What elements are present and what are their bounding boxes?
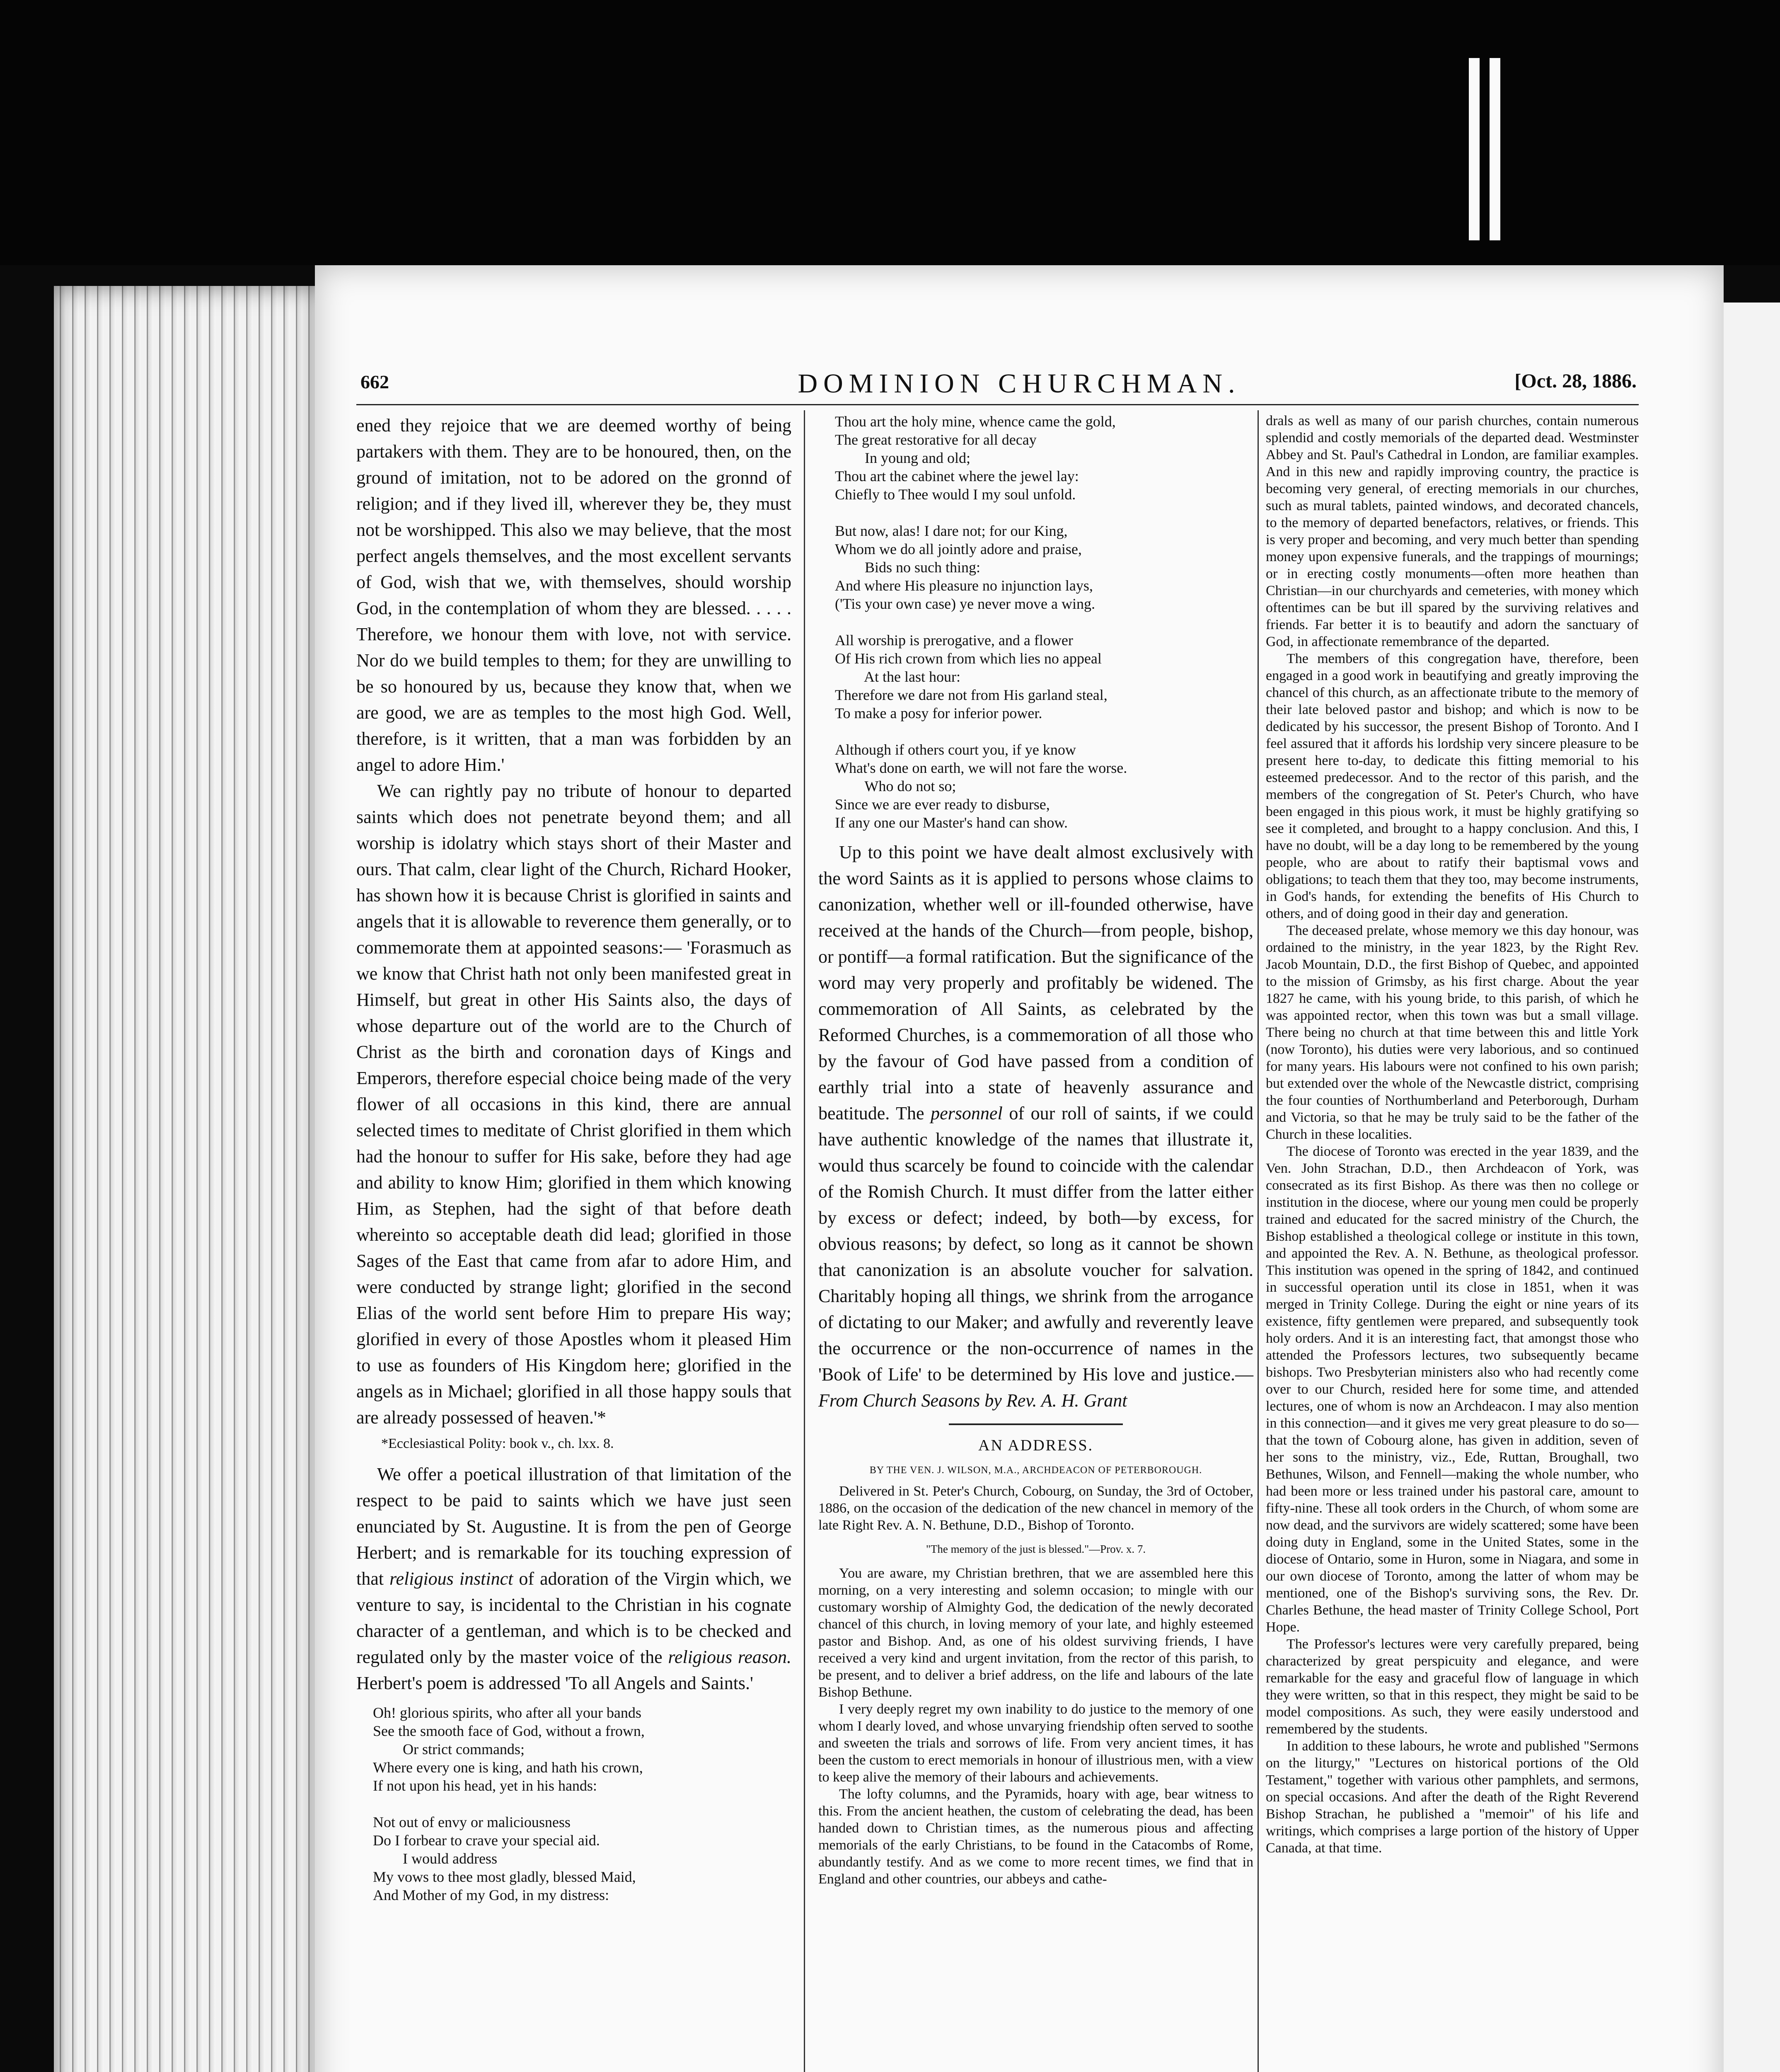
poem-line: To make a posy for inferior power.	[835, 705, 1042, 721]
article-paragraph: You are aware, my Christian brethren, that we are assembled here this morning, on a very interesting and solemn occasion; to mingle with our customary worship of Almighty God, the dedication of the newly decorated chancel of this church, in loving memory of your late, and highly esteemed pastor and Bishop. And, as one of his oldest surviving friends, I have received a very kind and urgent invitation, from the rector of this parish, to be present, and to deliver a brief address, on the life and labours of the late Bishop Bethune.	[818, 1566, 1253, 1700]
poem-line: ('Tis your own case) ye never move a wing.	[835, 595, 1096, 612]
poem-line: Of His rich crown from which lies no appeal	[835, 650, 1102, 667]
poem-line: And Mother of my God, in my distress:	[373, 1887, 609, 1903]
poem-line	[835, 503, 1253, 522]
text-run: of adoration of the Virgin which, we venture to say, is incidental to the Christian in his cognate character of a gentleman, and which is to be checked and regulated only by the master voice of the	[356, 1569, 792, 1667]
col3-paragraph: drals as well as many of our parish churches, contain numerous splendid and costly memorials of the departed dead. Westminster Abbey and St. Paul's Cathedral in London, are familiar examples. And in this new and rapidly improving country, the practice is becoming very general, of erecting memorials in our churches, such as mural tablets, painted windows, and decorated chancels, to the memory of departed benefactors, relatives, or friends. This is very proper and becoming, and very much better than spending money upon expensive funerals, and the trappings of mournings; or in erecting costly monuments—often more heathen than Christian—in our churchyards and cemeteries, with money which oftentimes can be but ill spared by the surviving relatives and friends. Far better it is to beautify and adorn the sanctuary of God, in affectionate remembrance of the departed.	[1266, 413, 1639, 649]
poem-line	[373, 1795, 791, 1813]
column-divider-1	[804, 410, 805, 2072]
col3-paragraph: In addition to these labours, he wrote and published "Sermons on the liturgy," "Lectures on historical portions of the Old Testament," together with various other pamphlets, and sermons, on special occasions. And after the death of the Right Reverend Bishop Strachan, he published a "memoir" of his life and writings, which comprises a large portion of the history of Upper Canada, at that time.	[1266, 1738, 1639, 1856]
masthead: DOMINION CHURCHMAN.	[798, 368, 1241, 399]
article-paragraph: I very deeply regret my own inability to do justice to the memory of one whom I dearly loved, and whose unvarying friendship often served to soothe and sweeten the trials and sorrows of life. From very ancient times, it has been the custom to erect memorials in honour of illustrious men, with a view to keep alive the memory of their labours and achievements.	[818, 1702, 1253, 1785]
text-run: Up to this point we have dealt almost exclusively with the word Saints as it is applied to persons whose claims to canonization, whether well or ill-founded otherwise, have received at the hands of the Church—from people, bishop, or pontiff—a formal ratification. But the significance of the word may very properly and profitably be widened. The commemoration of All Saints, as celebrated by the Reformed Churches, is a commemoration of all those who by the favour of God have passed from a condition of earthly trial into a state of heavenly assurance and beatitude. The	[818, 842, 1253, 1123]
article-paragraph: The lofty columns, and the Pyramids, hoary with age, bear witness to this. From the ancient heathen, the custom of celebrating the dead, has been handed down to Christian times, as the numerous pious and affecting memorials of the early Christians, to be found in the Catacombs of Rome, abundantly testify. And as we come to more recent times, we find that in England and other countries, our abbeys and cathe-	[818, 1786, 1253, 1887]
epigraph: "The memory of the just is blessed."—Prov. x. 7.	[926, 1543, 1146, 1555]
italic-run: personnel	[931, 1103, 1003, 1123]
poem-line: Therefore we dare not from His garland steal,	[835, 687, 1108, 703]
poem-line: I would address	[373, 1850, 497, 1867]
col3-paragraph: The Professor's lectures were very carefully prepared, being characterized by great perspicuity and elegance, and were remarkable for the easy and graceful flow of language in which they were written, so that in this respect, they might be said to be model compositions. As such, they were easily understood and remembered by the students.	[1266, 1636, 1639, 1737]
poem-line: The great restorative for all decay	[835, 431, 1037, 448]
col1-paragraph-3	[356, 1461, 791, 1696]
poem-line: In young and old;	[835, 450, 970, 466]
poem-line: See the smooth face of God, without a frown,	[373, 1723, 645, 1739]
poem-line: But now, alas! I dare not; for our King,	[835, 523, 1068, 539]
col3-paragraph: The members of this congregation have, therefore, been engaged in a good work in beautifying and greatly improving the chancel of this church, as an affectionate tribute to the memory of their late beloved pastor and bishop; and which is now to be dedicated by his successor, the present Bishop of Toronto. And I feel assured that it affords his lordship very sincere pleasure to be present here to-day, to dedicate this fitting memorial to his esteemed predecessor. And to the rector of this parish, and the members of the congregation of St. Peter's Church, who have been engaged in this pious work, it must be highly gratifying so see it completed, and brought to a happy conclusion. And this, I have no doubt, will be a day long to be remembered by the young people, who are about to ratify their baptismal vows and obligations; to teach them that they too, may become instruments, in God's hands, for extending the benefits of His Church to others, and of doing good in their day and generation.	[1266, 651, 1639, 921]
poem-line: Or strict commands;	[373, 1741, 525, 1757]
col2-paragraph-1	[818, 839, 1253, 1414]
footnote: *Ecclesiastical Polity: book v., ch. lxx. 8.	[381, 1436, 614, 1451]
poem-part-2	[835, 412, 1253, 832]
poem-line: Bids no such thing:	[835, 559, 981, 576]
issue-date: [Oct. 28, 1886.	[1514, 370, 1637, 392]
col1-paragraph-1: ened they rejoice that we are deemed worthy of being partakers with them. They are to be honoured, then, on the ground of imitation, not to be adored on the gronnd of religion; and if they lived ill, wherever they be, they must not be worshipped. This also we may believe, that the most perfect angels themselves, and the most excellent servants of God, wish that we, with themselves, should worship God, in the contemplation of whom they are blessed. . . . . Therefore, we honour them with love, not with service. Nor do we build temples to them; for they are unwilling to be so honoured by us, because they know that, when we are good, we are as temples to the most high God. Well, therefore, is it written, that a man was forbidden by an angel to adore Him.'	[356, 415, 791, 775]
poem-line	[835, 722, 1253, 741]
col3-paragraph: The diocese of Toronto was erected in the year 1839, and the Ven. John Strachan, D.D., then Archdeacon of York, was consecrated as its first Bishop. As there was then no college or institution in the diocese, where our young men could be properly trained and educated for the sacred ministry of the Church, the Bishop established a theological college or institute in this town, and appointed the Rev. A. N. Bethune, as theological professor. This institution was opened in the spring of 1842, and continued in successful operation until its close in 1851, when it was merged in Trinity College. During the eight or nine years of its existence, fifty gentlemen were prepared, and subsequently took holy orders. And it is an interesting fact, that amongst those who attended the Professors lectures, two subsequently became bishops. Two Presbyterian ministers also who had recently come over to our Church, resided here for some time, and attended lectures, one of whom is now an Archdeacon. I may also mention in this connection—and it gives me very great pleasure to do so—that the town of Cobourg alone, has given in addition, seven of her sons to the ministry, viz., Ede, Ruttan, Broughall, two Bethunes, Wilson, and Fennell—making the whole number, who had been more or less trained under his pastoral care, amount to fifty-nine. These all took orders in the Church, of whom some are now dead, and the survivors are widely scattered; some have been doing duty in England, some in the United States, some in the diocese of Ontario, some in Huron, some in Niagara, and some in our own diocese of Toronto, among the latter of whom may be mentioned, one of the Bishop's surviving sons, the Rev. Dr. Charles Bethune, the head master of Trinity College School, Port Hope.	[1266, 1144, 1639, 1635]
poem-line: If any one our Master's hand can show.	[835, 814, 1068, 831]
poem-line: Thou art the holy mine, whence came the gold,	[835, 413, 1116, 430]
poem-line: Who do not so;	[835, 778, 956, 794]
text-run: Herbert's poem is addressed 'To all Angels and Saints.'	[356, 1673, 753, 1693]
article-intro: Delivered in St. Peter's Church, Cobourg, on Sunday, the 3rd of October, 1886, on the occasion of the dedication of the new chancel in memory of the late Right Rev. A. N. Bethune, D.D., Bishop of Toronto.	[818, 1484, 1253, 1533]
poem-line: My vows to thee most gladly, blessed Maid,	[373, 1869, 636, 1885]
article-byline: BY THE VEN. J. WILSON, M.A., ARCHDEACON OF PETERBOROUGH.	[869, 1465, 1202, 1476]
poem-line: What's done on earth, we will not fare the worse.	[835, 760, 1127, 776]
poem-line: All worship is prerogative, and a flower	[835, 632, 1073, 649]
col1-paragraph-2: We can rightly pay no tribute of honour to departed saints which does not penetrate beyond them; and all worship is idolatry which stays short of their Master and ours. That calm, clear light of the Church, Richard Hooker, has shown how it is because Christ is glorified in saints and angels that it is allowable to reverence them generally, or to commemorate them at appointed seasons:— 'Forasmuch as we know that Christ hath not only been manifested great in Himself, but great in other His Saints also, the days of whose departure out of the world are to the Church of Christ as the birth and coronation days of Kings and Emperors, therefore especial choice being made of the very flower of all occasions in this kind, there are annual selected times to meditate of Christ glorified in them which had the honour to suffer for His sake, before they had age and ability to know Him; glorified in them which knowing Him, as Stephen, had the sight of that before death whereinto so acceptable death did lead; glorified in those Sages of the East that came from afar to adore Him, and were conducted by strange light; glorified in the second Elias of the world sent before Him to prepare His way; glorified in every of those Apostles whom it pleased Him to use as founders of His Kingdom here; glorified in the angels as in Michael; glorified in all those happy souls that are already possessed of heaven.'*	[356, 781, 791, 1428]
poem-line: Since we are ever ready to disburse,	[835, 796, 1050, 813]
poem-line	[835, 613, 1253, 631]
poem-line: Although if others court you, if ye know	[835, 741, 1076, 758]
column-divider-2	[1258, 410, 1259, 2072]
poem-line: Thou art the cabinet where the jewel lay:	[835, 468, 1079, 484]
newspaper-page	[315, 265, 1724, 2072]
article-title: AN ADDRESS.	[978, 1437, 1093, 1454]
poem-line: If not upon his head, yet in his hands:	[373, 1777, 597, 1794]
header-rule	[356, 404, 1639, 405]
col3-paragraph: The deceased prelate, whose memory we this day honour, was ordained to the ministry, in the year 1823, by the Right Rev. Jacob Mountain, D.D., the first Bishop of Quebec, and appointed to the mission of Grimsby, as his first charge. About the year 1827 he came, with his young bride, to this parish, of which he was appointed rector, when this town was but a small village. There being no church at that time between this and little York (now Toronto), his duties were very laborious, and so continued for many years. His labours were not confined to his own parish; but extended over the whole of the Newcastle district, comprising the four counties of Northumberland and Peterborough, Durham and Victoria, so that he may be truly said to be the father of the Church in these localities.	[1266, 923, 1639, 1142]
film-mark-top-2	[1490, 58, 1500, 240]
book-page-edges	[54, 286, 319, 2072]
film-mark-top-1	[1469, 58, 1480, 240]
page-number: 662	[360, 371, 389, 392]
article-separator	[949, 1423, 1123, 1425]
poem-line: Whom we do all jointly adore and praise,	[835, 541, 1082, 557]
poem-part-1	[373, 1704, 791, 1904]
poem-line: Where every one is king, and hath his crown,	[373, 1759, 643, 1776]
text-run: of our roll of saints, if we could have authentic knowledge of the names that illustrate it, would thus scarcely be found to coincide with the calendar of the Romish Church. It must differ from the latter either by excess or defect; indeed, by both—by excess, for obvious reasons; by defect, so long as it cannot be shown that canonization is an absolute voucher for salvation. Charitably hoping all things, we shrink from the arrogance of dictating to our Maker; and awfully and reverently leave the occurrence or the non-occurrence of names in the 'Book of Life' to be determined by His love and justice.—	[818, 1103, 1254, 1385]
italic-run: religious reason.	[668, 1647, 792, 1667]
poem-line: At the last hour:	[835, 668, 960, 685]
poem-line: Not out of envy or maliciousness	[373, 1814, 571, 1830]
text-run: We offer a poetical illustration of that limitation of the respect to be paid to saints which we have just seen enunciated by St. Augustine. It is from the pen of George Herbert; and is remarkable for its touching expression of that	[356, 1464, 791, 1589]
poem-line: Oh! glorious spirits, who after all your bands	[373, 1704, 641, 1721]
poem-line: And where His pleasure no injunction lays,	[835, 577, 1093, 594]
poem-line: Do I forbear to crave your special aid.	[373, 1832, 600, 1849]
dark-background-top	[0, 0, 1780, 265]
source-citation: From Church Seasons by Rev. A. H. Grant	[818, 1390, 1127, 1411]
poem-line: Chiefly to Thee would I my soul unfold.	[835, 486, 1076, 503]
italic-run: religious instinct	[389, 1569, 513, 1589]
column-3	[1266, 412, 1639, 1857]
column-2	[818, 412, 1253, 1888]
column-1	[356, 412, 791, 1912]
adjacent-page-sliver	[1724, 303, 1780, 2072]
